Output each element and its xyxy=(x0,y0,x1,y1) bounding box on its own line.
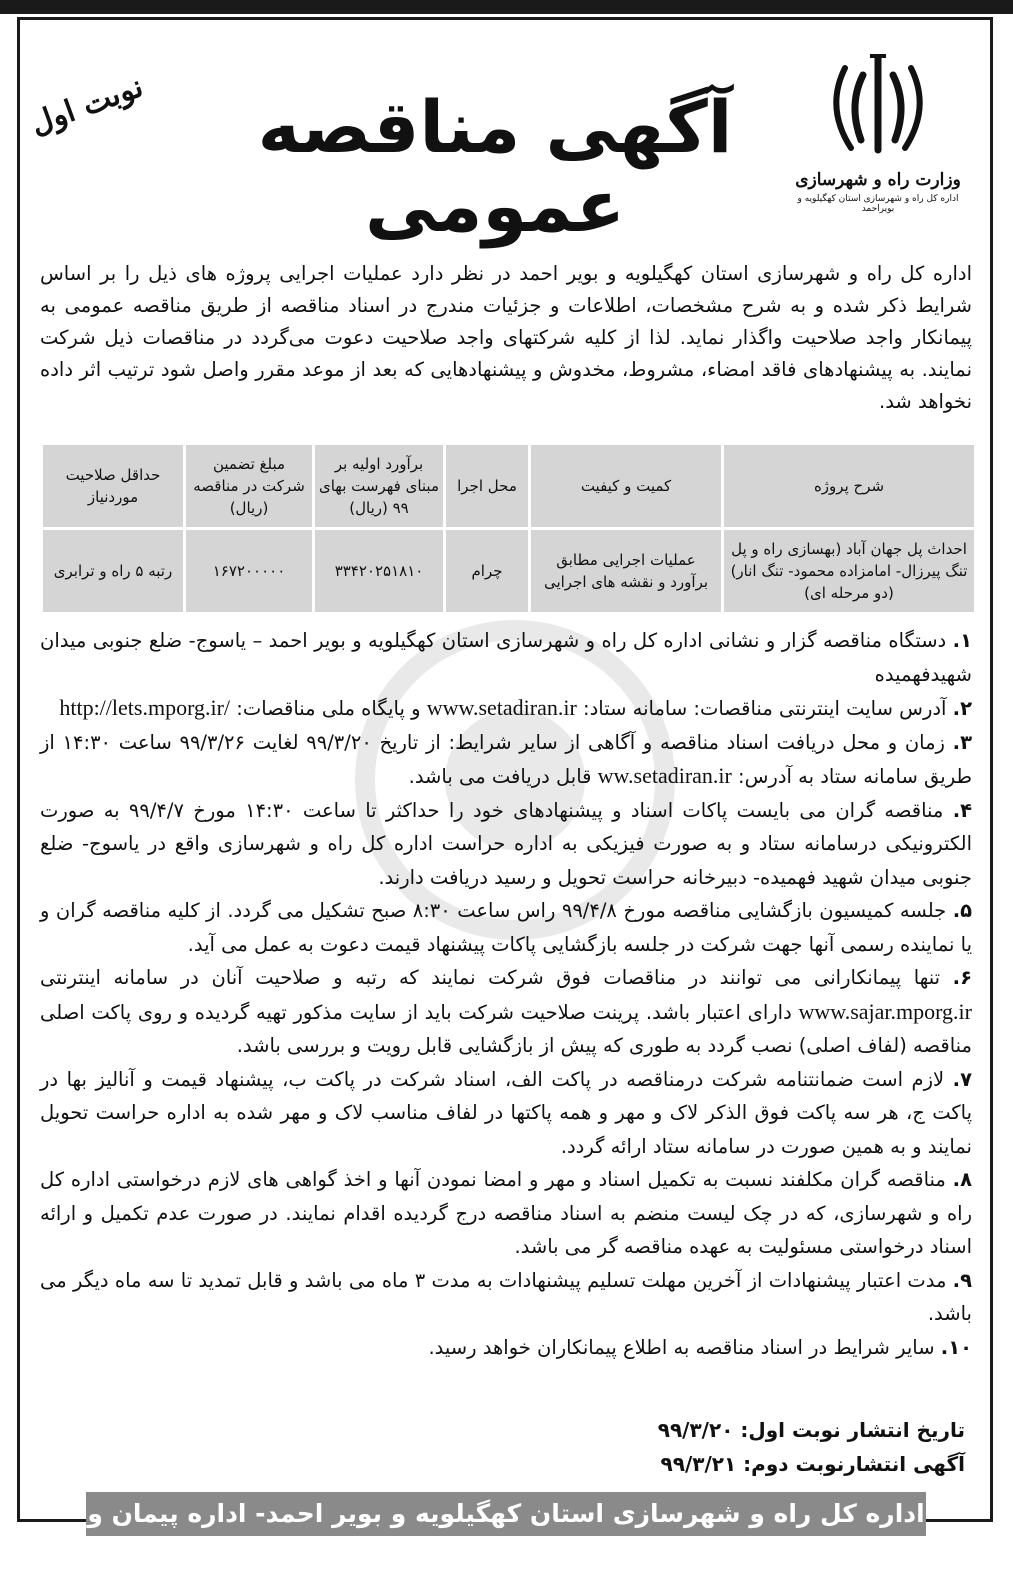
cell-description: احداث پل جهان آباد (بهسازی راه و پل تنگ پیرزال- امامزاده محمود- تنگ انار) (دو مرحله ای) xyxy=(724,530,974,612)
col-header-qualification: حداقل صلاحیت موردنیاز xyxy=(43,445,183,527)
col-header-guarantee: مبلغ تضمین شرکت در مناقصه (ریال) xyxy=(186,445,312,527)
round-label: نوبت اول xyxy=(26,69,148,142)
cell-location: چرام xyxy=(446,530,528,612)
sajar-link[interactable]: www.sajar.mporg.ir xyxy=(798,998,972,1024)
projects-table xyxy=(40,442,977,615)
page-title: آگهی مناقصه عمومی xyxy=(257,85,733,249)
col-header-description: شرح پروژه xyxy=(724,445,974,527)
footer-banner: اداره کل راه و شهرسازی استان کهگیلویه و بویر احمد- اداره پیمان و رسیدگی xyxy=(86,1492,926,1536)
col-header-quantity: کمیت و کیفیت xyxy=(531,445,721,527)
top-bar xyxy=(0,0,1013,14)
second-publication-date: آگهی انتشارنوبت دوم: ۹۹/۳/۲۱ xyxy=(660,1452,965,1476)
table-row xyxy=(43,530,974,612)
setadiran-link-2[interactable]: ww.setadiran.ir xyxy=(597,763,732,788)
iran-emblem-icon xyxy=(823,50,933,160)
list-item: ۶. تنها پیمانکارانی می توانند در مناقصات فوق شرکت نمایند که رتبه و صلاحیت آنان در سامانه اینترنتی www.sajar.mporg.ir دارای اعتبار باشد. پرینت صلاحیت شرکت باید از سایت مذکور تهیه گردیده و روی پاکت اصلی مناقصه (لفاف اصلی) نصب گردد به طوری که پیش از بازگشایی قابل رویت و بررسی باشد. xyxy=(40,966,972,1057)
conditions-list xyxy=(40,624,972,1364)
list-item: ۹. مدت اعتبار پیشنهادات از آخرین مهلت تسلیم پیشنهادات به مدت ۳ ماه می باشد و قابل تمدید تا سه ماه دیگر می باشد. xyxy=(40,1268,972,1325)
cell-guarantee: ۱۶۷۲۰۰۰۰۰ xyxy=(186,530,312,612)
cell-qualification: رتبه ۵ راه و ترابری xyxy=(43,530,183,612)
list-item: ۲. آدرس سایت اینترنتی مناقصات: سامانه ستاد: www.setadiran.ir و پایگاه ملی مناقصات: http://lets.mporg.ir/ xyxy=(59,695,972,720)
cell-estimate: ۳۳۴۲۰۲۵۱۸۱۰ xyxy=(315,530,443,612)
list-item: ۱. دستگاه مناقصه گزار و نشانی اداره کل راه و شهرسازی استان کهگیلویه و بویر احمد – یاسوج- ضلع جنوبی میدان شهیدفهمیده xyxy=(40,629,972,686)
list-item: ۵. جلسه کمیسیون بازگشایی مناقصه مورخ ۹۹/۴/۸ راس ساعت ۸:۳۰ صبح تشکیل می گردد. از کلیه مناقصه گران و یا نماینده رسمی آنها جهت شرکت در جلسه بازگشایی پاکات پیشنهاد قیمت دعوت به عمل می آید. xyxy=(40,899,973,956)
intro-paragraph: اداره کل راه و شهرسازی استان کهگیلویه و بویر احمد در نظر دارد عملیات اجرایی پروژه های ذیل را بر اساس شرایط ذکر شده و به شرح مشخصات، اطلاعات و جزئیات مندرج در اسناد مناقصه از طریق مناقصه عمومی به پیمانکار واجد صلاحیت واگذار نماید. لذا از کلیه شرکتهای واجد صلاحیت دعوت می‌گردد در مناقصات ذیل شرکت نمایند. به پیشنهادهای فاقد امضاء، مشروط، مخدوش و پیشنهادهایی که بعد از موعد مقرر واصل شود ترتیب اثر داده نخواهد شد. xyxy=(40,262,972,413)
col-header-estimate: برآورد اولیه بر مبنای فهرست بهای ۹۹ (ریال) xyxy=(315,445,443,527)
ministry-name: وزارت راه و شهرسازی xyxy=(795,170,961,190)
ministry-logo-block xyxy=(793,50,963,230)
list-item: ۴. مناقصه گران می بایست پاکات اسناد و پیشنهادهای خود را حداکثر تا ساعت ۱۴:۳۰ مورخ ۹۹/۴/۷ به صورت الکترونیکی درسامانه ستاد و به صورت فیزیکی به اداره حراست اداره کل راه و شهرسازی واقع در یاسوج- ضلع جنوبی میدان شهید فهمیده- دبیرخانه حراست تحویل و رسید دریافت دارند. xyxy=(40,798,973,889)
department-name: اداره کل راه و شهرسازی استان کهگیلویه و بویراحمد xyxy=(797,194,959,214)
list-item: ۱۰. سایر شرایط در اسناد مناقصه به اطلاع پیمانکاران خواهد رسید. xyxy=(428,1335,972,1359)
lets-mporg-link[interactable]: http://lets.mporg.ir/ xyxy=(59,695,231,720)
list-item: ۸. مناقصه گران مکلفند نسبت به تکمیل اسناد و مهر و امضا نمودن آنها و اخذ گواهی های لازم درخواستی اداره کل راه و شهرسازی، که در چک لیست منضم به اسناد مناقصه درج گردیده اقدام نمایند. در صورت عدم تکمیل و ارائه اسناد درخواستی مسئولیت به عهده مناقصه گر می باشد. xyxy=(40,1168,972,1258)
table-header-row xyxy=(43,445,974,527)
col-header-location: محل اجرا xyxy=(446,445,528,527)
cell-quantity: عملیات اجرایی مطابق برآورد و نقشه های اجرایی xyxy=(531,530,721,612)
list-item: ۷. لازم است ضمانتنامه شرکت درمناقصه در پاکت الف، اسناد شرکت در پاکت ب، پیشنهاد قیمت و آنالیز بها در پاکت ج، هر سه پاکت فوق الذکر لاک و مهر و همه پاکتها در لفاف مناسب لاک و مهر شده به اداره حراست تحویل نمایند و به همین صورت در سامانه ستاد ارائه گردد. xyxy=(40,1067,972,1158)
first-publication-date: تاریخ انتشار نوبت اول: ۹۹/۳/۲۰ xyxy=(657,1418,965,1442)
setadiran-link[interactable]: www.setadiran.ir xyxy=(426,695,577,720)
list-item: ۳. زمان و محل دریافت اسناد مناقصه و آگاهی از سایر شرایط: از تاریخ ۹۹/۳/۲۰ لغایت ۹۹/۳/۲۶ ساعت ۱۴:۳۰ از طریق سامانه ستاد به آدرس: ww.setadiran.ir قابل دریافت می باشد. xyxy=(40,730,972,788)
